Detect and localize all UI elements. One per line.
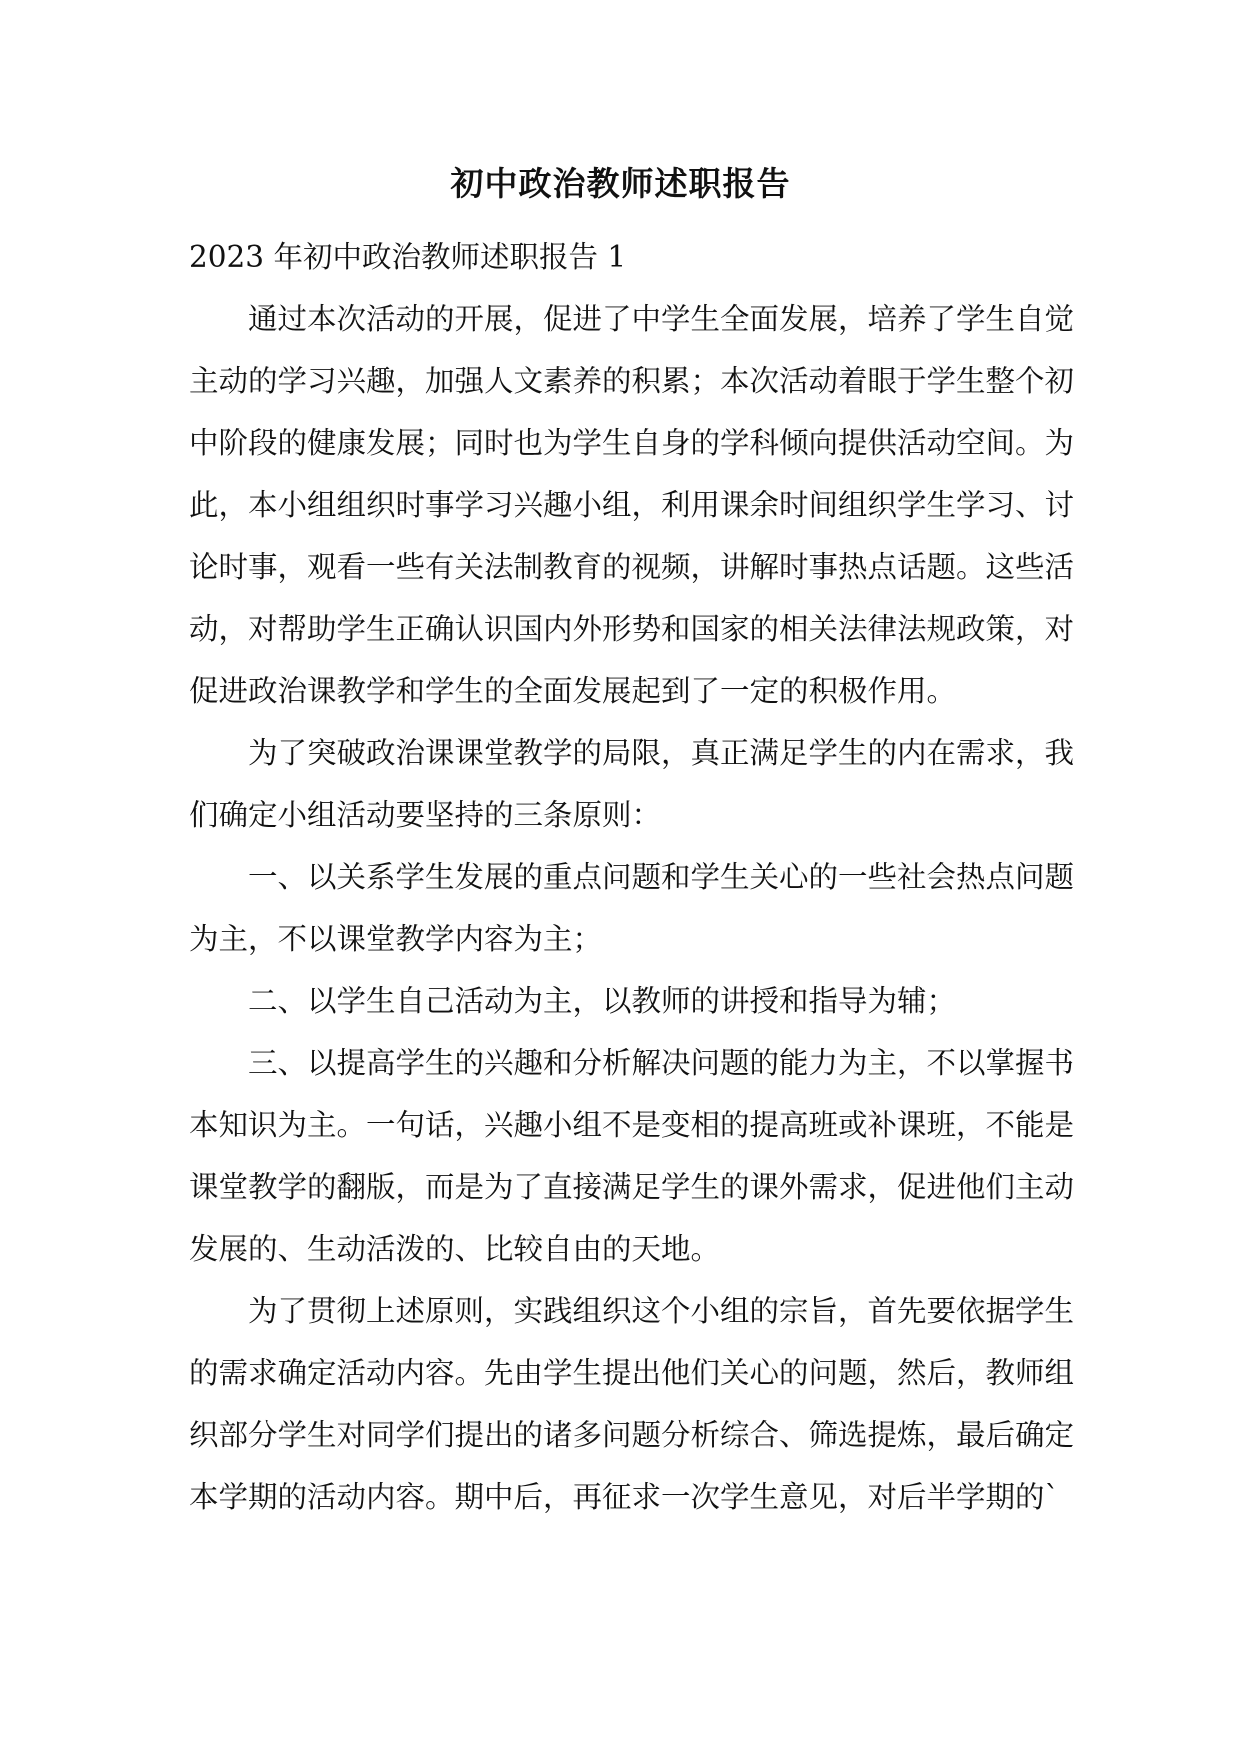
document-body [189, 226, 1075, 1528]
paragraph-line: 二、以学生自己活动为主，以教师的讲授和指导为辅； [248, 984, 957, 1018]
paragraph-line: 中阶段的健康发展；同时也为学生自身的学科倾向提供活动空间。为 [189, 426, 1075, 460]
paragraph-line: 促进政治课教学和学生的全面发展起到了一定的积极作用。 [189, 674, 957, 708]
paragraph-line: 论时事，观看一些有关法制教育的视频，讲解时事热点话题。这些活 [189, 550, 1075, 584]
paragraph-line: 的需求确定活动内容。先由学生提出他们关心的问题，然后，教师组 [189, 1356, 1075, 1390]
paragraph-line: 为了贯彻上述原则，实践组织这个小组的宗旨，首先要依据学生 [248, 1294, 1075, 1328]
body-paragraph [189, 970, 1057, 1032]
paragraph-line: 此，本小组组织时事学习兴趣小组，利用课余时间组织学生学习、讨 [189, 488, 1075, 522]
paragraph-line: 本学期的活动内容。期中后，再征求一次学生意见，对后半学期的` [189, 1480, 1060, 1514]
paragraph-line: 织部分学生对同学们提出的诸多问题分析综合、筛选提炼，最后确定 [189, 1418, 1075, 1452]
paragraph-line: 一、以关系学生发展的重点问题和学生关心的一些社会热点问题 [248, 860, 1075, 894]
body-paragraph [189, 1280, 1075, 1528]
paragraph-line: 三、以提高学生的兴趣和分析解决问题的能力为主，不以掌握书 [248, 1046, 1075, 1080]
body-paragraph [189, 1032, 1075, 1280]
paragraph-line: 主动的学习兴趣，加强人文素养的积累；本次活动着眼于学生整个初 [189, 364, 1075, 398]
paragraph-line: 本知识为主。一句话，兴趣小组不是变相的提高班或补课班，不能是 [189, 1108, 1075, 1142]
body-paragraph [189, 846, 1075, 970]
paragraph-line: 动，对帮助学生正确认识国内外形势和国家的相关法律法规政策，对 [189, 612, 1075, 646]
document-subtitle: 2023 年初中政治教师述职报告 1 [189, 240, 627, 274]
body-paragraph [189, 288, 1075, 722]
paragraph-line: 为了突破政治课课堂教学的局限，真正满足学生的内在需求，我 [248, 736, 1075, 770]
paragraph-list [189, 288, 1075, 1528]
body-paragraph [189, 722, 1075, 846]
paragraph-line: 课堂教学的翻版，而是为了直接满足学生的课外需求，促进他们主动 [189, 1170, 1075, 1204]
paragraph-line: 们确定小组活动要坚持的三条原则： [189, 798, 662, 832]
paragraph-line: 通过本次活动的开展，促进了中学生全面发展，培养了学生自觉 [248, 302, 1075, 336]
paragraph-line: 为主，不以课堂教学内容为主； [189, 922, 603, 956]
document-title: 初中政治教师述职报告 [450, 164, 791, 203]
paragraph-line: 发展的、生动活泼的、比较自由的天地。 [189, 1232, 721, 1266]
